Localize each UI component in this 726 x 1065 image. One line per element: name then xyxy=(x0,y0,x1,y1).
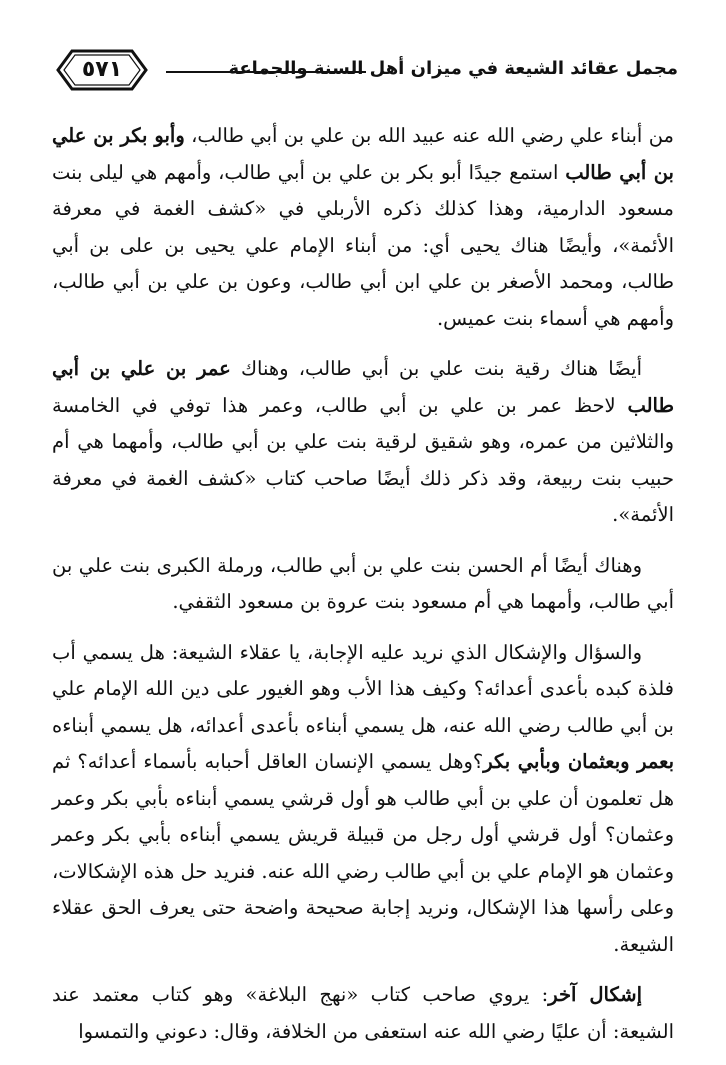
paragraph xyxy=(52,977,674,1050)
text-run: وهناك أيضًا أم الحسن بنت علي بن أبي طالب، ورملة الكبرى بنت علي بن أبي طالب، وأمهما هي أم مسعود بنت عروة بن مسعود الثقفي. xyxy=(52,553,674,613)
text-run: استمع جيدًا أبو بكر بن علي بن أبي طالب، وأمهم هي ليلى بنت مسعود الدارمية، وهذا كذلك ذكره الأربلي في «كشف الغمة في معرفة الأئمة»، وأيضًا هناك يحيى أي: من أبناء الإمام علي يحيى بن على بن أبي طالب، ومحمد الأصغر بن علي ابن أبي طالب، وعون بن علي بن أبي طالب، وأمهم هي أسماء بنت عميس. xyxy=(52,160,674,330)
text-run: والسؤال والإشكال الذي نريد عليه الإجابة، يا عقلاء الشيعة: هل يسمي أب فلذة كبده بأعدى أعدائه؟ وكيف هذا الأب وهو الغيور على دين الله الإمام علي بن أبي طالب رضي الله عنه، هل يسمي أبناءه بأعدى أعدائه، هل يسمي أبناءه xyxy=(52,640,674,737)
bold-text-run: وأبو بكر بن علي بن أبي طالب xyxy=(52,124,674,184)
text-run: من أبناء علي رضي الله عنه عبيد الله بن علي بن أبي طالب، xyxy=(184,124,674,147)
text-run: لاحظ عمر بن علي بن أبي طالب، وعمر هذا توفي في الخامسة والثلاثين من عمره، وهو شقيق لرقية بنت علي بن أبي طالب، وأمهما هي أم حبيب بنت ربيعة، وقد ذكر ذلك أيضًا صاحب كتاب «كشف الغمة في معرفة الأئمة». xyxy=(52,393,674,526)
body-text xyxy=(52,118,674,1050)
bold-text-run: عمر بن علي بن أبي طالب xyxy=(52,357,674,417)
paragraph xyxy=(52,118,674,337)
running-title: مجمل عقائد الشيعة في ميزان أهل السنة والجماعة xyxy=(228,58,678,79)
text-run: ؟وهل يسمي الإنسان العاقل أحبابه بأسماء أعدائه؟ ثم هل تعلمون أن علي بن أبي طالب هو أول قرشي يسمي أبناءه بأبي بكر وعمر وعثمان؟ أول قرشي أول رجل من قبيلة قريش يسمي أبناءه بأبي بكر وعمر وعثمان هو الإمام علي بن أبي طالب رضي الله عنه. فنريد حل هذه الإشكالات، وعلى رأسها هذا الإشكال، ونريد إجابة صحيحة واضحة حتى يعرف الحق عقلاء الشيعة. xyxy=(52,750,674,956)
page-header xyxy=(40,40,686,104)
page-number: ٥٧١ xyxy=(81,57,123,82)
paragraph xyxy=(52,548,674,621)
text-run: : يروي صاحب كتاب «نهج البلاغة» وهو كتاب معتمد عند الشيعة: أن عليًا رضي الله عنه استعفى من الخلافة، وقال: دعوني والتمسوا xyxy=(52,983,674,1043)
paragraph xyxy=(52,635,674,964)
bold-text-run: إشكال آخر xyxy=(548,983,643,1006)
bold-text-run: بعمر وبعثمان وبأبي بكر xyxy=(483,750,674,773)
paragraph xyxy=(52,351,674,534)
text-run: أيضًا هناك رقية بنت علي بن أبي طالب، وهناك xyxy=(230,357,643,380)
page-number-badge xyxy=(54,48,150,92)
